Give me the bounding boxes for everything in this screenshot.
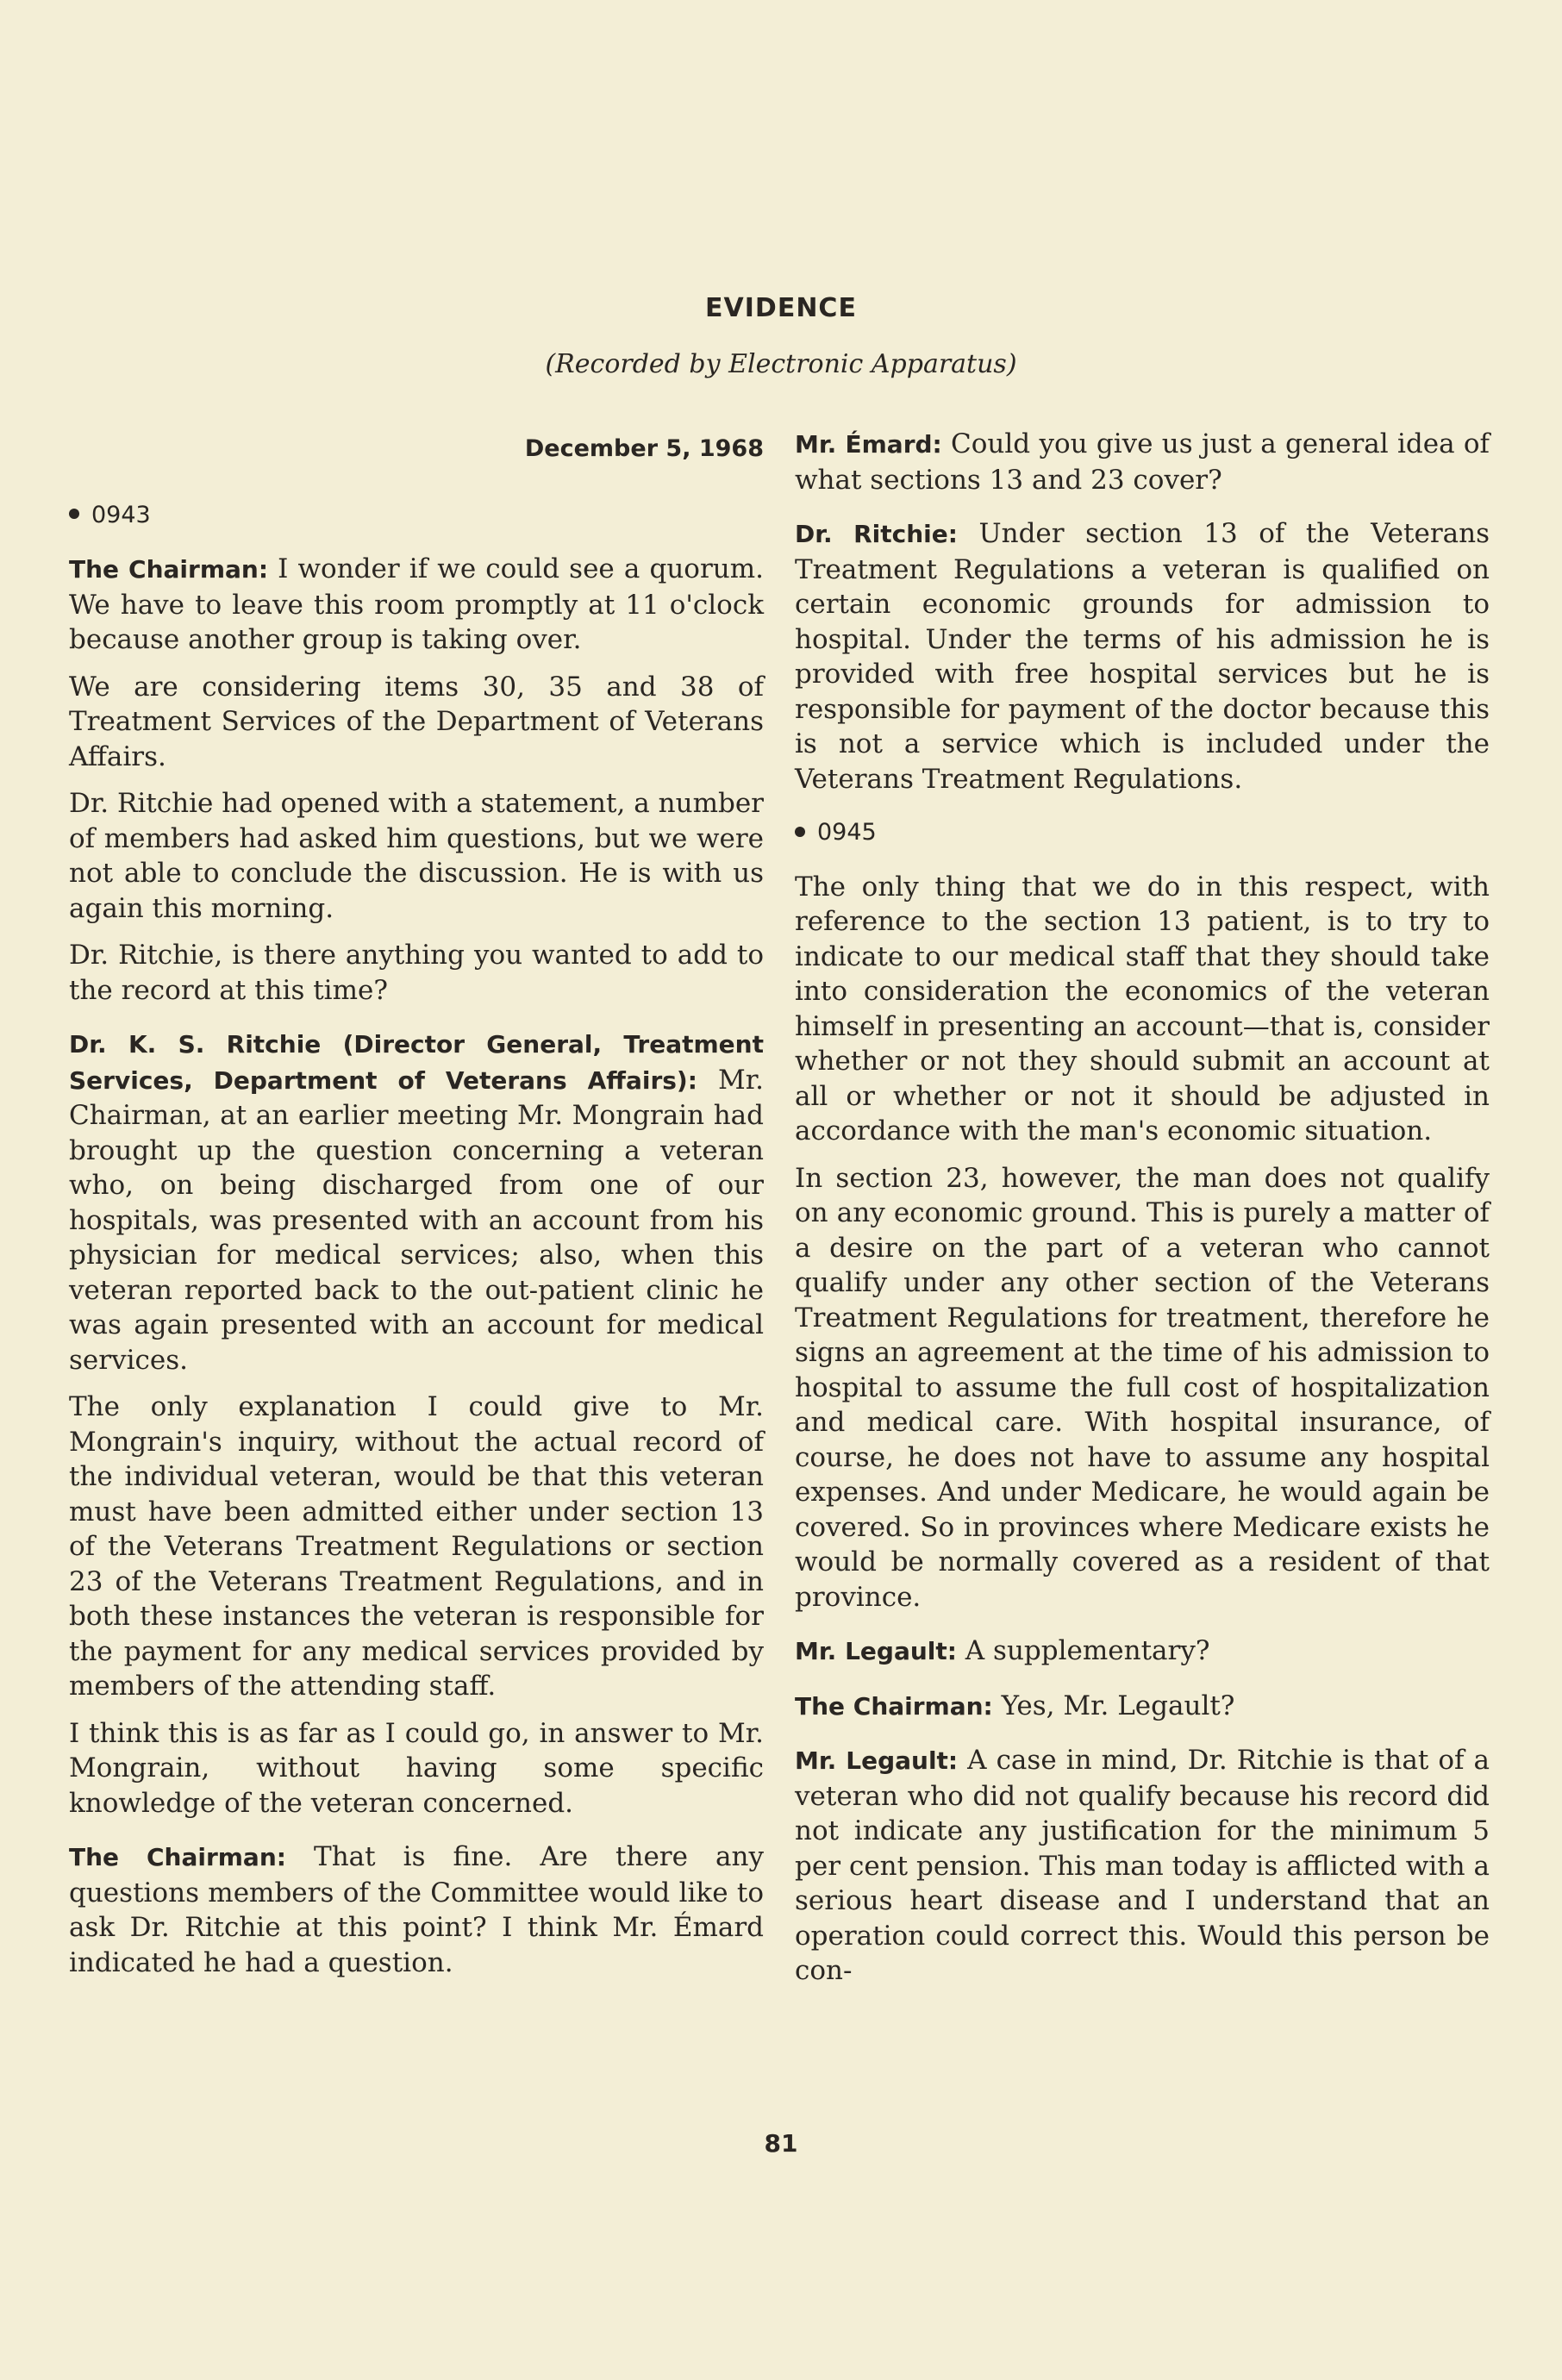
speaker-label: Dr. Ritchie: xyxy=(795,520,958,548)
paragraph-text: That is fine. Are there any questions members of the Committee would like to ask Dr. Ritchie at this point? I think Mr. Émard indicated he had a question. xyxy=(69,1841,764,1978)
left-column xyxy=(69,427,764,1992)
recording-note: (Recorded by Electronic Apparatus) xyxy=(545,349,1017,379)
speaker-label: Mr. Legault: xyxy=(795,1637,957,1665)
paragraph: The only thing that we do in this respect, with reference to the section 13 patient, is to try to indicate to our medical staff that they should take into consideration the economics of the veteran himself in presenting an account—that is, consider whether or not they should submit an account at all or whether or not it should be adjusted in accordance with the man's economic situation. xyxy=(795,871,1490,1146)
paragraph: I think this is as far as I could go, in answer to Mr. Mongrain, without having some specific knowledge of the veteran concerned. xyxy=(69,1717,764,1819)
paragraph xyxy=(795,516,1490,796)
page-number: 81 xyxy=(764,2129,798,2158)
bullet-icon xyxy=(69,509,79,519)
paragraph-text: Could you give us just a general idea of what sections 13 and 23 cover? xyxy=(795,428,1490,496)
paragraph-text: Under section 13 of the Veterans Treatment Regulations a veteran is qualified on certain economic grounds for admission to hospital. Under the terms of his admission he is provided with free hospital services but he is responsible for payment of the doctor because this is not a service which is included under the Veterans Treatment Regulations. xyxy=(795,518,1490,795)
paragraph xyxy=(795,1689,1490,1725)
paragraph xyxy=(795,1743,1490,1989)
paragraph: We are considering items 30, 35 and 38 of Treatment Services of the Department of Veterans Affairs. xyxy=(69,671,764,772)
paragraph-text: Mr. Chairman, at an earlier meeting Mr. Mongrain had brought up the question concerning a veteran who, on being discharged from one of our hospitals, was presented with an account from his physician for medical services; also, when this veteran reported back to the out-patient clinic he was again presented with an account for medical services. xyxy=(69,1064,764,1376)
paragraph: Dr. Ritchie, is there anything you wanted to add to the record at this time? xyxy=(69,940,764,1006)
speaker-label: The Chairman: xyxy=(795,1691,993,1721)
speaker-label: Dr. K. S. Ritchie (Director General, Treatment Services, Department of Veterans Affairs): xyxy=(69,1030,764,1095)
paragraph-text: A supplementary? xyxy=(956,1635,1210,1666)
speaker-label: Mr. Legault: xyxy=(795,1746,959,1775)
paragraph-text: I wonder if we could see a quorum. We have to leave this room promptly at 11 o'clock because another group is taking over. xyxy=(69,553,764,655)
paragraph: In section 23, however, the man does not qualify on any economic ground. This is purely a matter of a desire on the part of a veteran who cannot qualify under any other section of the Veterans Treatment Regulations for treatment, therefore he signs an agreement at the time of his admission to hospital to assume the full cost of hospitalization and medical care. With hospital insurance, of course, he does not have to assume any hospital expenses. And under Medicare, he would again be covered. So in provinces where Medicare exists he would be normally covered as a resident of that province. xyxy=(795,1162,1490,1613)
time-marker xyxy=(795,815,1490,851)
section-title: EVIDENCE xyxy=(705,293,857,323)
session-date: December 5, 1968 xyxy=(524,435,764,462)
paragraph xyxy=(69,1027,764,1377)
time-marker xyxy=(69,498,764,534)
paragraph xyxy=(69,552,764,658)
time-marker-label: 0945 xyxy=(817,819,877,846)
paragraph xyxy=(795,1634,1490,1670)
speaker-label: The Chairman: xyxy=(69,1843,286,1871)
bullet-icon xyxy=(795,827,805,837)
speaker-label: Mr. Émard: xyxy=(795,430,942,459)
paragraph xyxy=(69,1840,764,1980)
time-marker-label: 0943 xyxy=(91,501,151,528)
paragraph: Dr. Ritchie had opened with a statement, a number of members had asked him questions, but we were not able to conclude the discussion. He is with us again this morning. xyxy=(69,788,764,924)
speaker-label: The Chairman: xyxy=(69,555,269,584)
paragraph: The only explanation I could give to Mr. Mongrain's inquiry, without the actual record of the individual veteran, would be that this veteran must have been admitted either under section 13 of the Veterans Treatment Regulations or section 23 of the Veterans Treatment Regulations, and in both these instances the veteran is responsible for the payment for any medical services provided by members of the attending staff. xyxy=(69,1391,764,1702)
paragraph-text: Yes, Mr. Legault? xyxy=(992,1690,1235,1721)
paragraph xyxy=(795,427,1490,497)
paragraph-text: A case in mind, Dr. Ritchie is that of a veteran who did not qualify because his record did not indicate any justification for the minimum 5 per cent pension. This man today is afflicted with a serious heart disease and I understand that an operation could correct this. Would this person be con- xyxy=(795,1745,1490,1986)
right-column xyxy=(795,427,1490,2001)
